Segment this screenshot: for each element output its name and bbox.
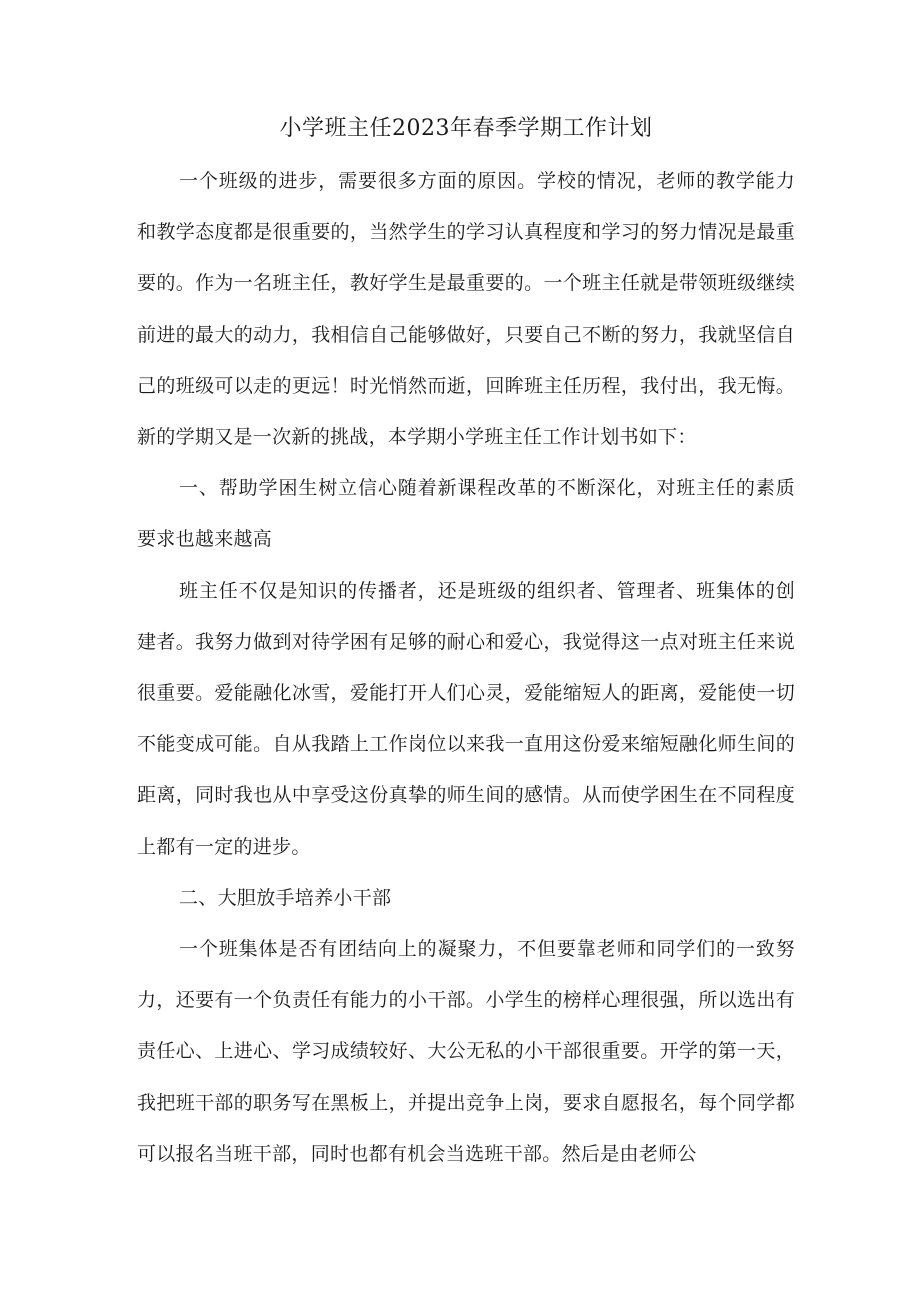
paragraph-section-2: 一个班集体是否有团结向上的凝聚力，不但要靠老师和同学们的一致努力，还要有一个负责任有能力的小干部。小学生的榜样心理很强，所以选出有责任心、上进心、学习成绩较好、大公无私的小干部很重要。开学的第一天，我把班干部的职务写在黑板上，并提出竞争上岗，要求自愿报名，每个同学都可以报名当班干部，同时也都有机会当选班干部。然后是由老师公 — [137, 938, 795, 1165]
document-title: 小学班主任2023年春季学期工作计划 — [279, 116, 653, 141]
paragraph-intro: 一个班级的进步，需要很多方面的原因。学校的情况，老师的教学能力和教学态度都是很重要的，当然学生的学习认真程度和学习的努力情况是最重要的。作为一名班主任，教好学生是最重要的。一个班主任就是带领班级继续前进的最大的动力，我相信自己能够做好，只要自己不断的努力，我就坚信自己的班级可以走的更远！时光悄然而逝，回眸班主任历程，我付出，我无悔。新的学期又是一次新的挑战，本学期小学班主任工作计划书如下： — [137, 170, 795, 449]
section-heading-2: 二、大胆放手培养小干部 — [179, 886, 392, 909]
section-heading-1: 一、帮助学困生树立信心随着新课程改革的不断深化，对班主任的素质要求也越来越高 — [137, 477, 795, 551]
paragraph-section-1: 班主任不仅是知识的传播者，还是班级的组织者、管理者、班集体的创建者。我努力做到对待学困有足够的耐心和爱心，我觉得这一点对班主任来说很重要。爱能融化冰雪，爱能打开人们心灵，爱能缩短人的距离，爱能使一切不能变成可能。自从我踏上工作岗位以来我一直用这份爱来缩短融化师生间的距离，同时我也从中享受这份真挚的师生间的感情。从而使学困生在不同程度上都有一定的进步。 — [137, 579, 795, 858]
